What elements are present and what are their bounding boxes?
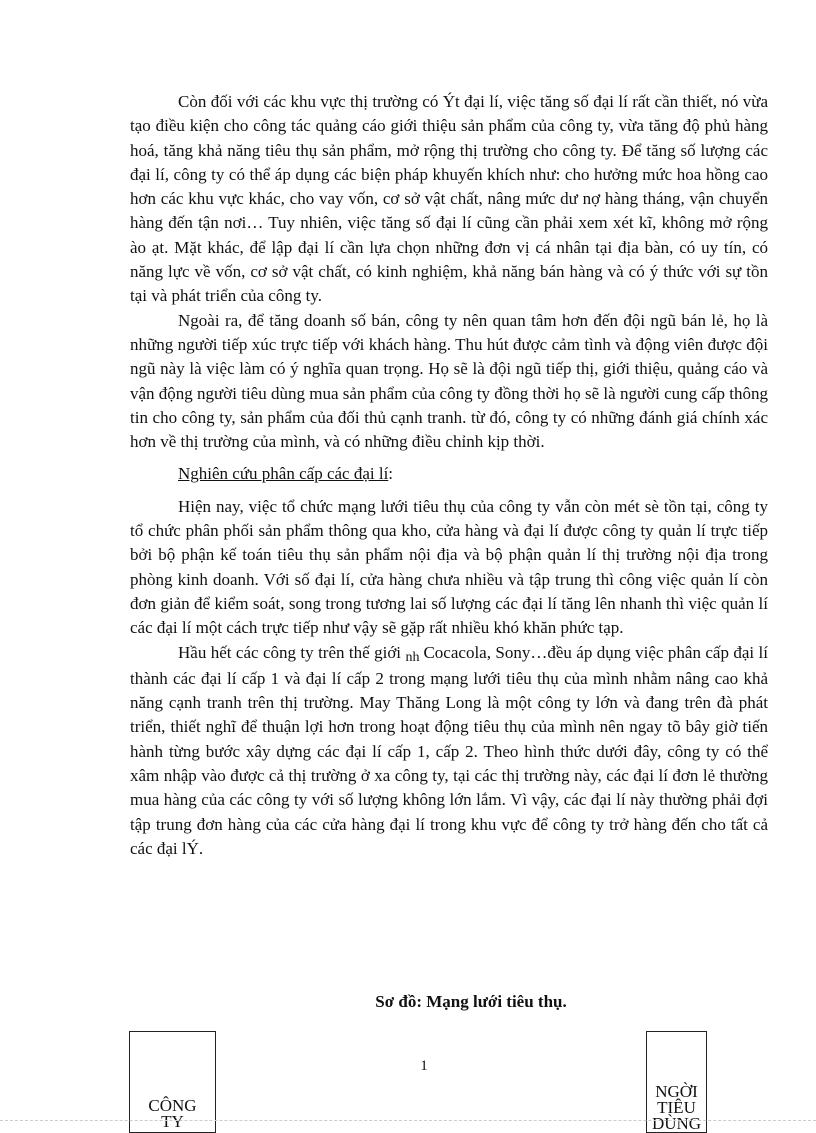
diagram-node-company-label <box>130 1098 215 1130</box>
section-heading <box>130 462 768 486</box>
body-text <box>130 90 768 861</box>
page-number: 1 <box>420 1058 428 1074</box>
paragraph-current-network: Hiện nay, việc tổ chức mạng lưới tiêu thụ của công ty vẫn còn mét sè tồn tại, công ty tổ chức phân phối sản phẩm thông qua kho, cửa hàng và đại lí được công ty quản lí trực tiếp bởi bộ phận kế toán tiêu thụ sản phẩm nội địa và bộ phận quản lí thị trường nội địa trong phòng kinh doanh. Với số đại lí, cửa hàng chưa nhiều và tập trung thì công việc quản lí còn đơn giản để kiểm soát, song trong tương lai số lượng các đại lí tăng lên nhanh thì việc quản lí các đại lí một cách trực tiếp như vậy sẽ gặp rất nhiều khó khăn phức tạp. <box>130 496 768 638</box>
diagram-node-company <box>129 1031 216 1133</box>
node-company-line1: CÔNG <box>148 1096 197 1115</box>
diagram-title-text: Sơ đồ: Mạng lưới tiêu thụ. <box>375 992 567 1011</box>
paragraph-agent-tiers <box>130 641 768 862</box>
paragraph-agent-tiers-start: Hầu hết các công ty trên thế giới <box>178 642 402 662</box>
section-heading-colon: : <box>388 464 394 484</box>
node-consumer-line2: TIÊU <box>657 1098 696 1117</box>
paragraph-agent-tiers-nh: nh <box>405 649 420 665</box>
diagram-node-consumer <box>646 1031 707 1133</box>
section-heading-text: Nghiên cứu phân cấp các đại lí <box>178 464 389 484</box>
node-consumer-line3: DÙNG <box>651 1114 702 1133</box>
diagram-node-consumer-label <box>647 1084 706 1132</box>
node-company-line2: TY <box>161 1112 184 1131</box>
diagram-title <box>0 992 816 1012</box>
paragraph-agent-tiers-rest: Cocacola, Sony…đều áp dụng việc phân cấp đại lí thành các đại lí cấp 1 và đại lí cấp 2 trong mạng lưới tiêu thụ của mình nhằm nâng cao khả năng cạnh tranh trên thị trường. May Thăng Long là một công ty lớn và đang trên đà phát triển, thiết nghĩ để thuận lợi hơn trong hoạt động tiêu thụ của mình nên ngay tõ bây giờ tiến hành từng bước xây dựng các đại lí cấp 1, cấp 2. Theo hình thức dưới đây, công ty có thể xâm nhập vào được cả thị trường ở xa công ty, tại các thị trường này, các đại lí đơn lẻ thường mua hàng của các công ty với số lượng không lớn lắm. Vì vậy, các đại lí này thường phải đợi tập trung đơn hàng của các cửa hàng đại lí trong khu vực để công ty trở hàng đến cho tất cả các đại lÝ. <box>130 642 768 858</box>
paragraph-agents-increase: Còn đối với các khu vực thị trường có Ýt đại lí, việc tăng số đại lí rất cần thiết, nó vừa tạo điều kiện cho công tác quảng cáo giới thiệu sản phẩm của công ty, vừa tăng độ phủ hàng hoá, tăng khả năng tiêu thụ sản phẩm, mở rộng thị trường cho công ty. Để tăng số lượng các đại lí, công ty có thể áp dụng các biện pháp khuyến khích như: cho hưởng mức hoa hồng cao hơn các khu vực khác, cho vay vốn, cơ sở vật chất, nâng mức dư nợ hàng tháng, vận chuyển hàng đến tận nơi… Tuy nhiên, việc tăng số đại lí cũng cần phải xem xét kĩ, không mở rộng ào ạt. Mặt khác, để lập đại lí cần lựa chọn những đơn vị cá nhân tại địa bàn, có uy tín, có năng lực về vốn, cơ sở vật chất, có kinh nghiệm, khả năng bán hàng và có ý thức với sự tồn tại và phát triển của công ty. <box>130 92 768 306</box>
node-consumer-line1: NGỜI <box>655 1082 698 1101</box>
page-bottom-rule <box>0 1120 816 1122</box>
paragraph-retail-staff: Ngoài ra, để tăng doanh số bán, công ty nên quan tâm hơn đến đội ngũ bán lẻ, họ là những người tiếp xúc trực tiếp với khách hàng. Thu hút được cảm tình và động viên được đội ngũ này là việc làm có ý nghĩa quan trọng. Họ sẽ là đội ngũ tiếp thị, giới thiệu, quảng cáo và vận động người tiêu dùng mua sản phẩm của công ty đồng thời họ sẽ là người cung cấp thông tin cho công ty, sản phẩm của đối thủ cạnh tranh. từ đó, công ty có những đánh giá chính xác hơn về thị trường của mình, và có những điều chỉnh kịp thời. <box>130 310 768 452</box>
